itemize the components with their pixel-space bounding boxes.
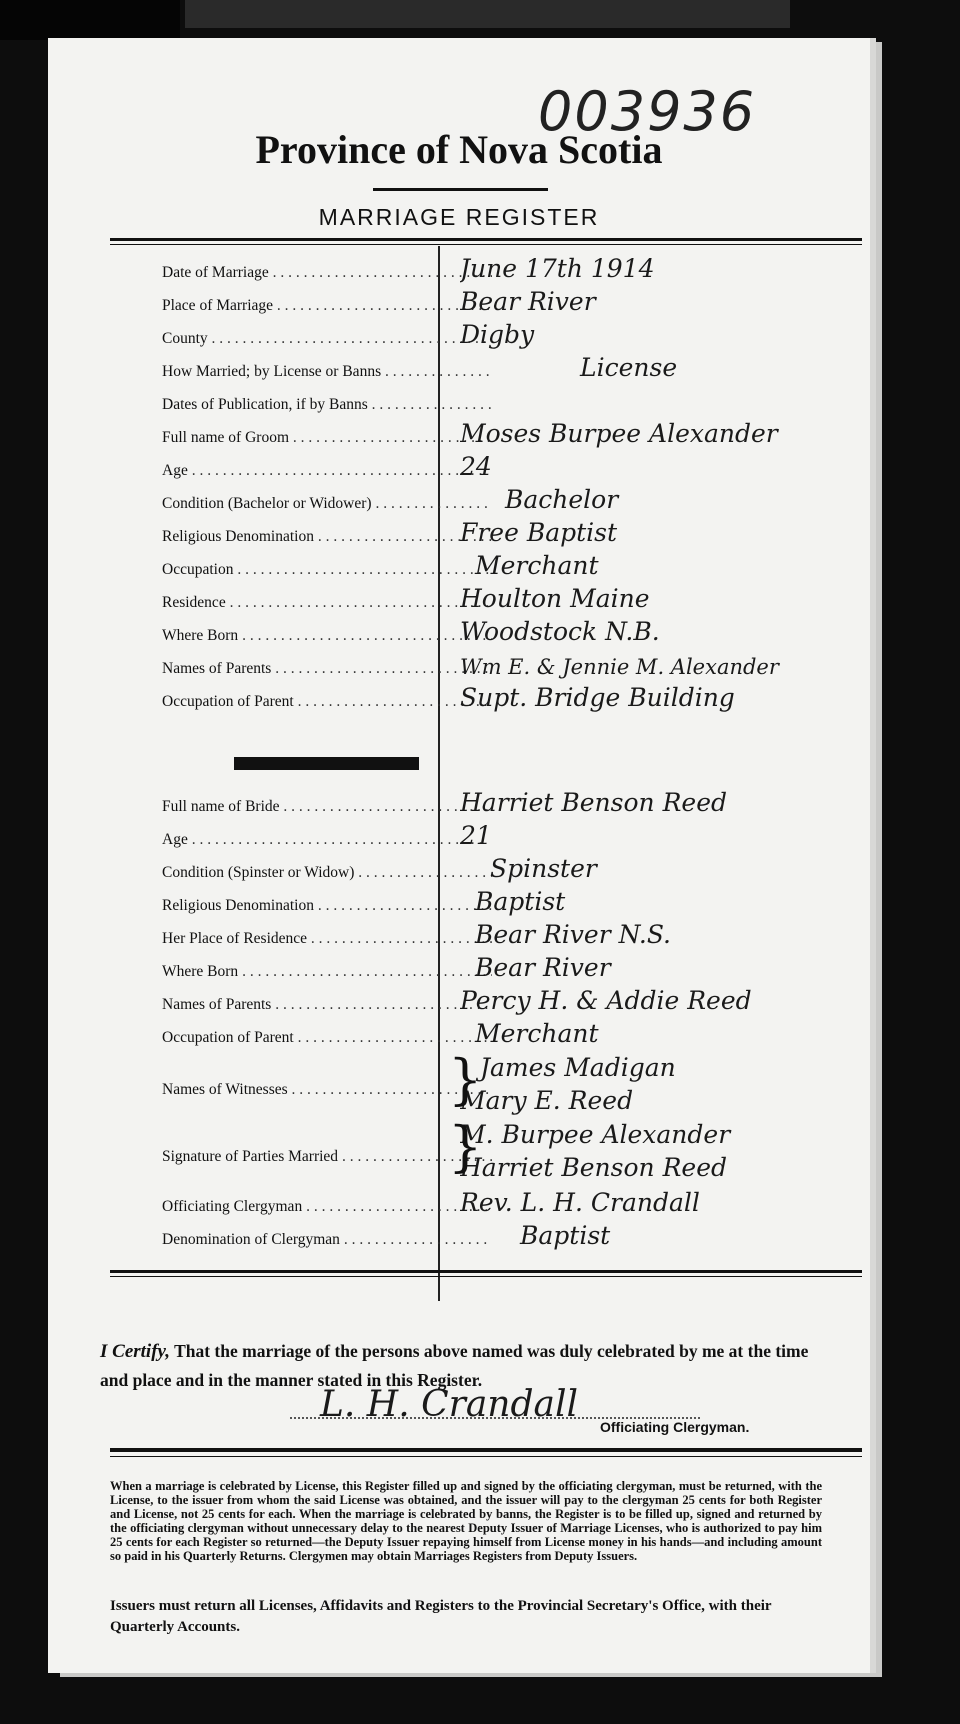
field-value: Baptist xyxy=(460,887,860,916)
field-value: Woodstock N.B. xyxy=(460,617,860,646)
field-value: Harriet Benson Reed xyxy=(460,788,860,817)
field-label: Condition (Spinster or Widow) . . . xyxy=(162,864,492,882)
field-bride-age xyxy=(110,819,862,852)
field-label: Signature of Parties Married . . . xyxy=(162,1148,492,1166)
field-value: Rev. L. H. Crandall xyxy=(460,1188,860,1217)
scan-border xyxy=(0,0,180,40)
field-value: Bear River xyxy=(460,287,860,316)
footer-rule xyxy=(110,1448,862,1452)
field-label: Her Place of Residence . . . xyxy=(162,930,492,948)
field-value: Houlton Maine xyxy=(460,584,860,613)
field-value: License xyxy=(460,353,860,382)
witness-2 xyxy=(110,1081,862,1117)
field-label: Where Born . . . xyxy=(162,963,492,981)
field-value: Merchant xyxy=(460,551,860,580)
brace-glyph: } xyxy=(448,1115,483,1178)
field-groom-occupation xyxy=(110,549,862,582)
field-label: Date of Marriage . . . xyxy=(162,264,492,282)
field-label: Dates of Publication, if by Banns . . . xyxy=(162,396,492,414)
field-groom-residence xyxy=(110,582,862,615)
field-groom-condition xyxy=(110,483,862,516)
field-value: Free Baptist xyxy=(460,518,860,547)
field-value: Moses Burpee Alexander xyxy=(460,419,860,448)
document-number: 003936 xyxy=(538,80,757,143)
title-rule xyxy=(373,188,548,191)
footer-rule-thin xyxy=(110,1456,862,1457)
field-label: Where Born . . . xyxy=(162,627,492,645)
field-bride-birthplace xyxy=(110,951,862,984)
field-value: Digby xyxy=(460,320,860,349)
field-groom-name xyxy=(110,417,862,450)
field-bride-residence xyxy=(110,918,862,951)
header-rule xyxy=(110,238,862,241)
field-label: Full name of Bride . . . xyxy=(162,798,492,816)
signature-value: Harriet Benson Reed xyxy=(460,1153,860,1182)
instructions-notice: When a marriage is celebrated by License, this Register filled up and signed by the officiating clergyman, must be returned, with the License, to the issuer from whom the said License was obtained, and the issuer will pay to the clergyman 25 cents for both Register and License, not 25 cents for each. When the marriage is celebrated by banns, the Register is to be filled up, signed and returned by the officiating clergyman without unnecessary delay to the nearest Deputy Issuer of Marriage Licenses, who is authorized to pay him 25 cents for each Register so returned—the Deputy Issuer repaying himself from License money in his hands—and including amount so paid in his Quarterly Returns. Clergymen may obtain Marriages Registers from Deputy Issuers. xyxy=(110,1479,822,1563)
witness-name: Mary E. Reed xyxy=(460,1086,860,1115)
field-how-married xyxy=(110,351,862,384)
field-label: Occupation . . . xyxy=(162,561,492,579)
issuers-notice: Issuers must return all Licenses, Affidavits and Registers to the Provincial Secretary's Office, with their Quarterly Accounts. xyxy=(110,1598,772,1635)
field-value: Bear River xyxy=(460,953,860,982)
field-groom-age xyxy=(110,450,862,483)
clergy-signature: L. H. Crandall xyxy=(320,1384,670,1425)
field-value: 24 xyxy=(460,452,860,481)
field-officiating-clergyman xyxy=(110,1186,862,1219)
field-label: Place of Marriage . . . xyxy=(162,297,492,315)
field-label: Age . . . xyxy=(162,462,492,480)
field-label: Full name of Groom . . . xyxy=(162,429,492,447)
field-value: 21 xyxy=(460,821,860,850)
field-bride-parent-occupation xyxy=(110,1017,862,1050)
field-groom-parent-occupation xyxy=(110,681,862,714)
witness-name: James Madigan xyxy=(460,1053,860,1082)
certify-body: That the marriage of the persons above named was duly celebrated by me at the time and place and in the manner stated in this Register. xyxy=(100,1341,809,1390)
field-label: Religious Denomination . . . xyxy=(162,897,492,915)
field-label: Age . . . xyxy=(162,831,492,849)
section-rule xyxy=(110,1270,862,1273)
field-label: Denomination of Clergyman . . . xyxy=(162,1231,492,1249)
field-label: Names of Witnesses . . . xyxy=(162,1081,492,1099)
field-label: Residence . . . xyxy=(162,594,492,612)
field-value: Baptist xyxy=(460,1221,860,1250)
field-groom-parents xyxy=(110,648,862,681)
field-value: Spinster xyxy=(460,854,860,883)
field-bride-name xyxy=(110,786,862,819)
witness-1 xyxy=(110,1051,862,1084)
field-value: Supt. Bridge Building xyxy=(460,683,860,712)
page-subtitle: MARRIAGE REGISTER xyxy=(318,204,600,230)
field-county xyxy=(110,318,862,351)
field-value: Bachelor xyxy=(460,485,860,514)
field-dates-of-publication xyxy=(110,384,862,417)
certify-lead: I Certify, xyxy=(100,1341,171,1362)
field-value: June 17th 1914 xyxy=(460,254,860,283)
scan-border-top xyxy=(185,0,790,28)
field-place-of-marriage xyxy=(110,285,862,318)
field-value: Percy H. & Addie Reed xyxy=(460,986,860,1015)
field-groom-religion xyxy=(110,516,862,549)
brace-glyph: } xyxy=(448,1048,483,1111)
field-value: Bear River N.S. xyxy=(460,920,860,949)
signature-bride xyxy=(110,1148,862,1184)
field-label: Names of Parents . . . xyxy=(162,996,492,1014)
field-label: Names of Parents . . . xyxy=(162,660,492,678)
field-date-of-marriage xyxy=(110,252,862,285)
section-rule-thin xyxy=(110,1276,862,1277)
field-bride-condition xyxy=(110,852,862,885)
page-title: Province of Nova Scotia xyxy=(255,127,663,172)
register-sheet xyxy=(48,38,870,1673)
field-label: Occupation of Parent . . . xyxy=(162,693,492,711)
signature-value: M. Burpee Alexander xyxy=(460,1120,860,1149)
field-label: Religious Denomination . . . xyxy=(162,528,492,546)
field-bride-parents xyxy=(110,984,862,1017)
clergy-caption: Officiating Clergyman. xyxy=(600,1419,750,1435)
field-label: Occupation of Parent . . . xyxy=(162,1029,492,1047)
field-value: Merchant xyxy=(460,1019,860,1048)
field-bride-religion xyxy=(110,885,862,918)
field-groom-birthplace xyxy=(110,615,862,648)
field-clergy-denomination xyxy=(110,1219,862,1252)
field-label: County . . . xyxy=(162,330,492,348)
section-divider-bar xyxy=(234,757,419,770)
field-label: Condition (Bachelor or Widower) . . . xyxy=(162,495,492,513)
field-label: How Married; by License or Banns . . . xyxy=(162,363,492,381)
field-value: Wm E. & Jennie M. Alexander xyxy=(460,655,860,679)
signature-groom xyxy=(110,1118,862,1151)
header-rule-thin xyxy=(110,244,862,245)
field-label: Officiating Clergyman . . . xyxy=(162,1198,492,1216)
